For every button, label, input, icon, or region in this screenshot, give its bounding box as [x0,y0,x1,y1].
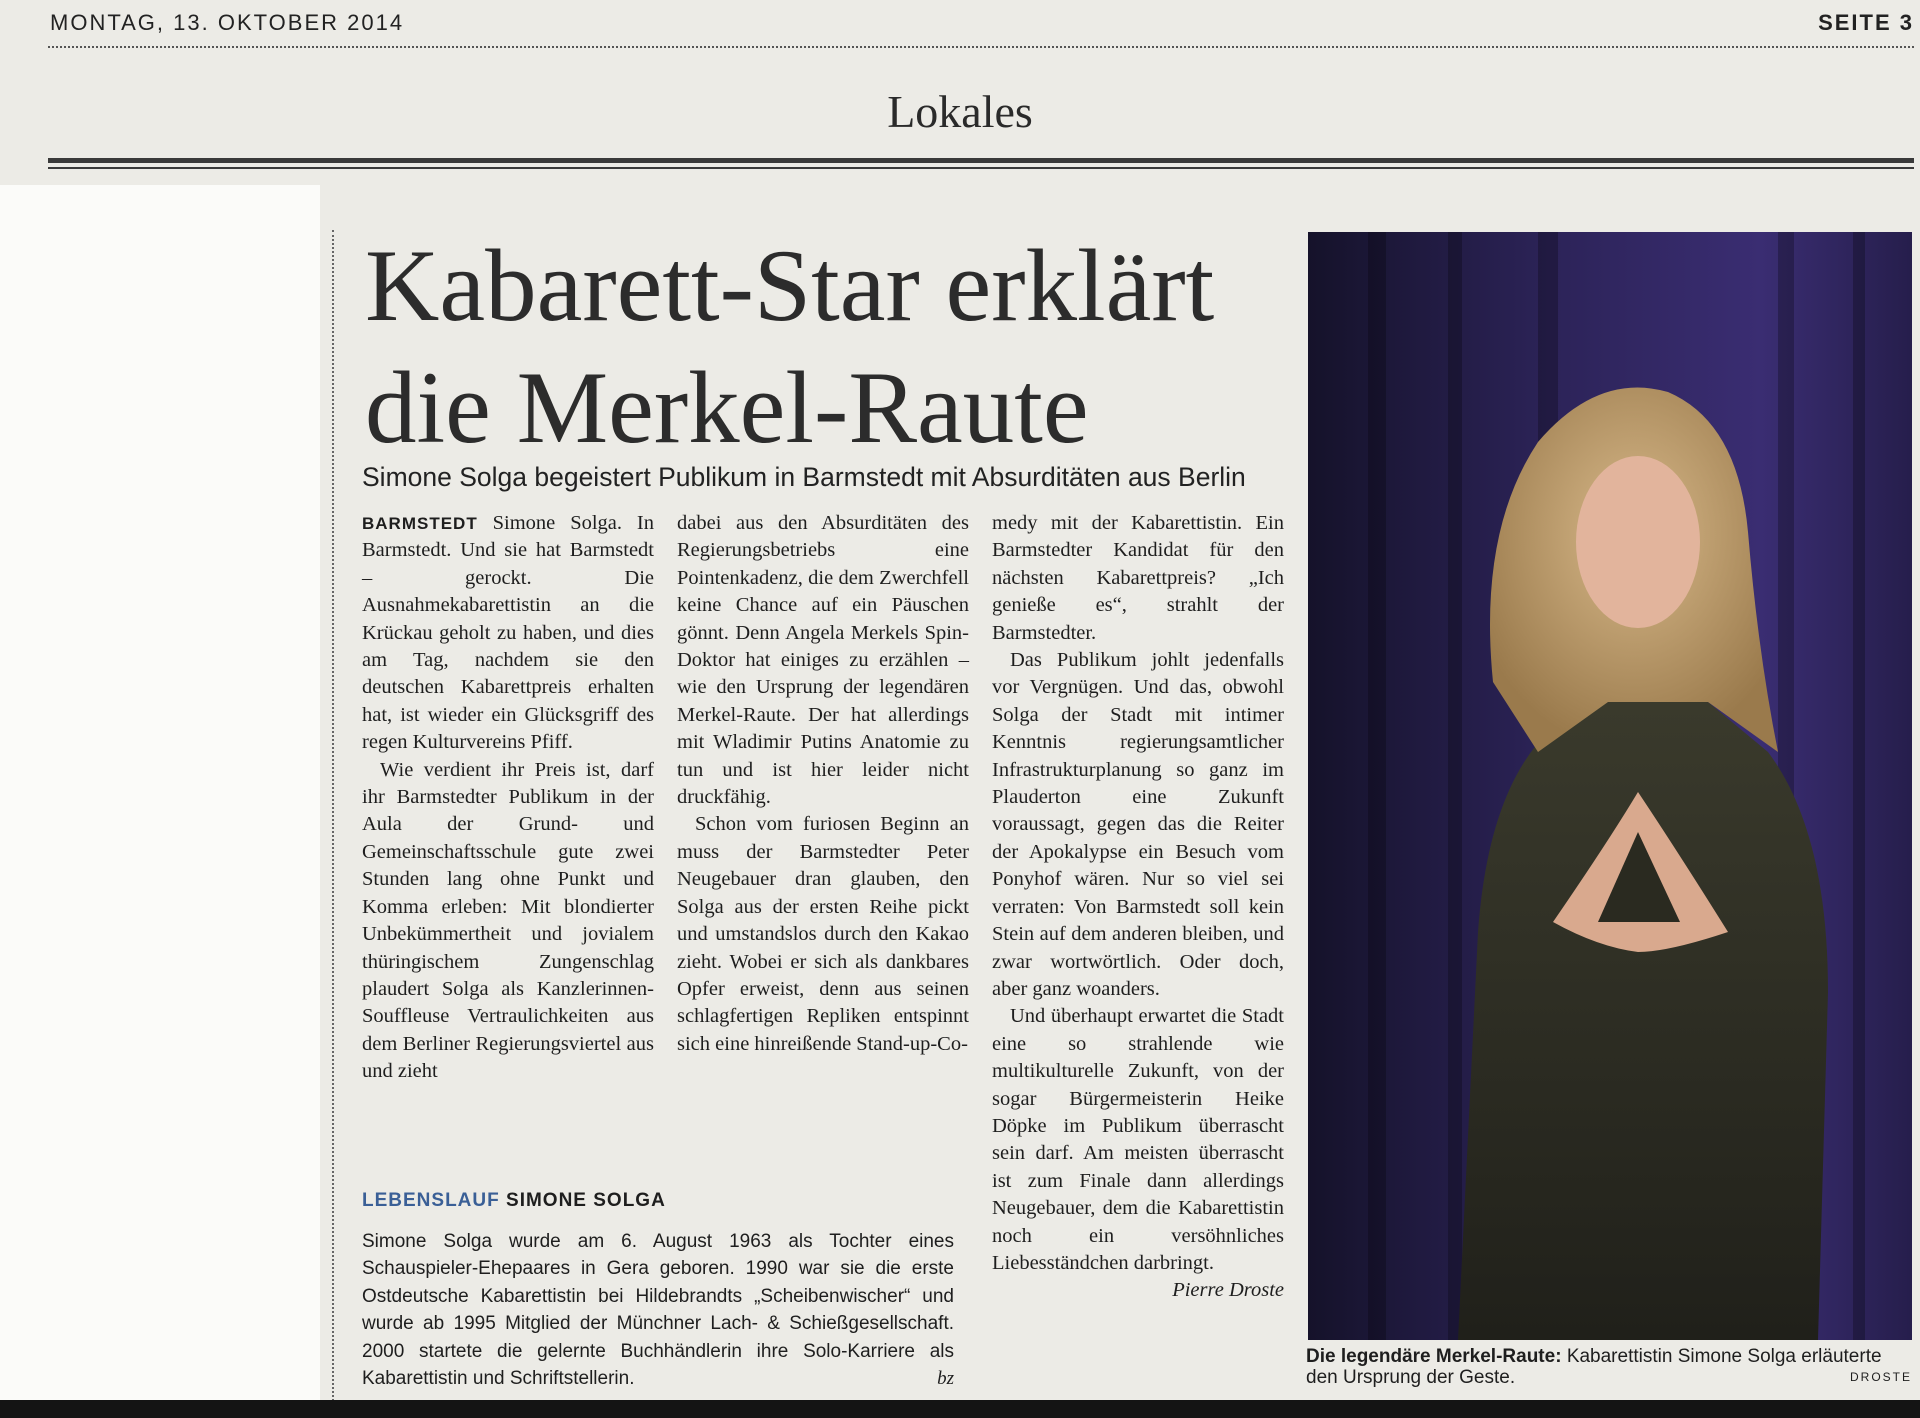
article-column-2 [677,510,969,1058]
location-dateline: BARMSTEDT [362,514,478,533]
article-paragraph: dabei aus den Absurditäten des Regierungsbetriebs eine Pointenkadenz, die dem Zwerchfell keine Chance auf ein Päuschen gönnt. Denn Angela Merkels Spin-Doktor hat einiges zu erzählen – wie den Ursprung der legendären Merkel-Raute. Der hat allerdings mit Wladimir Putins Anatomie zu tun und ist hier leider nicht druckfähig. [677,512,969,809]
headline [365,225,1285,469]
article-photo [1308,232,1912,1340]
infobox-text [362,1228,954,1392]
caption-text: Kabarettistin Simone Solga erläuterte den Ursprung der Geste. [1306,1346,1882,1388]
paragraph-text: Simone Solga. In Barmstedt. Und sie hat Barmstedt – gerockt. Die Ausnahmekabarettistin an die Krückau geholt zu haben, und dies am Tag, nachdem sie den deutschen Kabarettpreis erhalten hat, ist wieder ein Glücksgriff des regen Kulturvereins Pfiff. [362,512,655,754]
clipping-edge [332,230,334,1405]
headline-line-2: die Merkel-Raute [365,351,1089,465]
article-paragraph [362,510,654,757]
article-column-3 [992,510,1284,1305]
section-title: Lokales [887,86,1033,137]
author-byline: Pierre Droste [1172,1279,1284,1302]
article-paragraph: Das Publikum johlt jedenfalls vor Vergnügen. Und das, obwohl Solga der Stadt mit intimer Kenntnis regierungsamtlicher Infrastrukturplanung so ganz im Plauderton eine Zukunft voraussagt, gegen das die Reiter der Apokalypse ein Besuch vom Ponyhof wären. Nur so viel sei verraten: Von Barmstedt soll kein Stein auf dem anderen bleiben, und zwar wortwörtlich. Oder doch, aber ganz woanders. [992,649,1284,1000]
article-paragraph: Wie verdient ihr Preis ist, darf ihr Barmstedter Publikum in der Aula der Grund- und Gemeinschaftsschule gute zwei Stunden lang ohne Punkt und Komma erleben: Mit blondierter Unbekümmertheit und jovialem thüringischem Zungenschlag plaudert Solga als Kanzlerinnen-Souffleuse Vertraulichkeiten aus dem Berliner Regierungsviertel aus und zieht [362,758,654,1083]
issue-date: MONTAG, 13. OKTOBER 2014 [50,10,405,35]
header-dotted-rule [48,46,1914,48]
infobox-initials: bz [937,1368,954,1390]
infobox-name: SIMONE SOLGA [506,1190,666,1211]
article-paragraph: Schon vom furiosen Beginn an muss der Barmstedter Peter Neugebauer dran glauben, den Solga aus der ersten Reihe pickt und umstandslos durch den Kakao zieht. Wobei er sich als dankbares Opfer erweist, denn aus seinen schlagfertigen Repliken entspinnt sich eine hinreißende Stand-up-Co- [677,813,969,1055]
section-rule-thick [48,158,1914,163]
photo-credit: DROSTE [1849,1370,1912,1384]
headline-line-1: Kabarett-Star erklärt [365,229,1215,343]
page-number: SEITE 3 [1818,10,1914,35]
section-rule-thin [48,167,1914,169]
infobox-body: Simone Solga wurde am 6. August 1963 als Tochter eines Schauspieler-Ehepaares in Gera geboren. 1990 war sie die erste Ostdeutsche Kabarettistin bei Hildebrandts „Scheibenwischer“ und wurde ab 1995 Mitglied der Münchner Lach- & Schießgesellschaft. 2000 startete die gelernte Buchhändlerin ihre Solo-Karriere als Kabarettistin und Schriftstellerin. [362,1231,954,1390]
photo-caption [1306,1346,1912,1388]
cut-margin [0,185,320,1418]
infobox-label: LEBENSLAUF [362,1190,500,1211]
subheadline: Simone Solga begeistert Publikum in Barmstedt mit Absurditäten aus Berlin [362,462,1246,492]
scan-bottom-edge [0,1400,1920,1418]
infobox-header [362,1190,666,1212]
article-paragraph: Und überhaupt erwartet die Stadt eine so strahlende wie multikulturelle Zukunft, von der sogar Bürgermeisterin Heike Döpke im Publikum überrascht sein darf. Am meisten überrascht ist zum Finale dann allerdings Neugebauer, dem die Kabarettistin noch ein versöhnliches Liebesständchen darbringt. [992,1005,1284,1274]
article-paragraph: medy mit der Kabarettistin. Ein Barmstedter Kandidat für den nächsten Kabarettpreis? „Ich genieße es“, strahlt der Barmstedter. [992,512,1284,644]
caption-lead: Die legendäre Merkel-Raute: [1306,1346,1562,1367]
article-column-1 [362,510,654,1086]
